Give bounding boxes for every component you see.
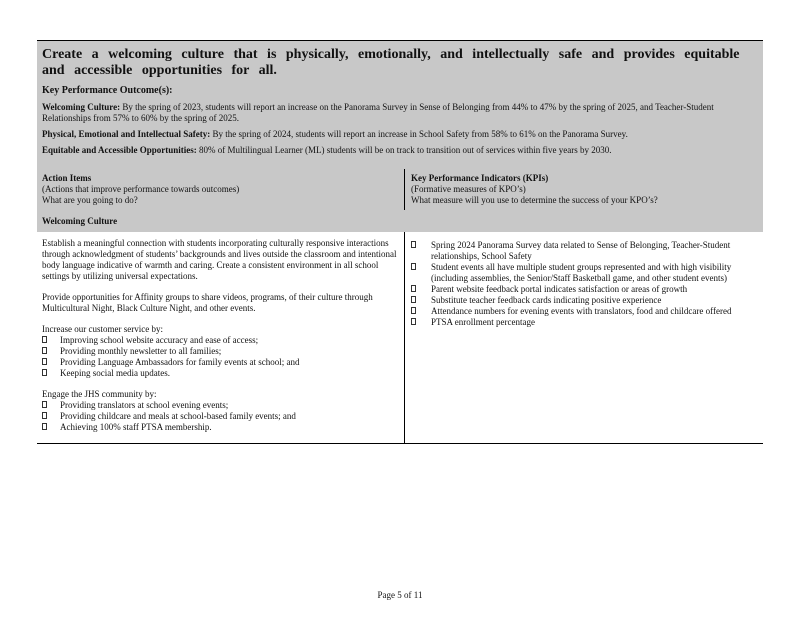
kpi-text: Student events all have multiple student groups represented and with high visibility (including assemblies, the Senior/Staff Basketball game, and other student events) [431,262,732,283]
list-item [42,411,400,422]
service-list [42,335,400,379]
outcome-safety [42,129,757,140]
bullet-icon [42,347,47,354]
kpis-title: Key Performance Indicators (KPIs) [411,173,549,183]
list-item-text: Providing translators at school evening events; [60,400,229,410]
outcome-welcoming [42,102,757,124]
kpis-header [405,169,763,210]
kpi-item [411,317,759,328]
actions-column [37,232,405,443]
action-items-title: Action Items [42,173,92,183]
outcome-text: 80% of Multilingual Learner (ML) students will be on track to transition out of services within five years by 2030. [199,145,612,155]
community-list [42,400,400,433]
kpi-item [411,284,759,295]
action-items-desc: (Actions that improve performance towards outcomes) [42,184,240,194]
kpi-item [411,306,759,317]
kpi-text: Parent website feedback portal indicates satisfaction or areas of growth [431,284,688,294]
bullet-icon [42,358,47,365]
goal-header [37,40,763,169]
bullet-icon [411,285,416,292]
outcome-label: Physical, Emotional and Intellectual Safety: [42,129,211,139]
action-paragraph: Establish a meaningful connection with students incorporating culturally responsive interactions through acknowledgment of students’ backgrounds and lives outside the classroom and intentional body language indicative of warmth and caring. Create a consistent environment in all school settings by utilizing universal expectations. [42,238,397,281]
list-item [42,368,400,379]
kpis-column [405,232,763,443]
section-label: Welcoming Culture [37,210,763,232]
kpi-list [411,240,759,328]
list-item [42,346,400,357]
bullet-icon [411,307,416,314]
service-block [42,324,400,379]
list-item-text: Improving school website accuracy and ease of access; [60,335,259,345]
outcome-equity [42,145,757,156]
outcome-text: By the spring of 2023, students will report an increase on the Panorama Survey in Sense of Belonging from 44% to 47% by the spring of 2025, and Teacher-Student Relationships from 57% to 60% by the spring of 2025. [42,102,714,123]
bullet-icon [42,412,47,419]
bullet-icon [42,423,47,430]
list-item-text: Providing monthly newsletter to all families; [60,346,222,356]
action-paragraph: Provide opportunities for Affinity groups to share videos, programs, of their culture through Multicultural Night, Black Culture Night, and other events. [42,292,373,313]
goal-statement: Create a welcoming culture that is physically, emotionally, and intellectually safe and provides equitable and accessible opportunities for all. [42,47,740,78]
page-number: Page 5 of 11 [377,590,423,600]
kpi-item [411,240,759,262]
list-item [42,335,400,346]
bullet-icon [42,369,47,376]
kpi-item [411,295,759,306]
list-item [42,400,400,411]
outcome-label: Equitable and Accessible Opportunities: [42,145,197,155]
list-item [42,357,400,368]
outcome-label: Welcoming Culture: [42,102,121,112]
plan-page [37,40,763,444]
list-item-text: Achieving 100% staff PTSA membership. [60,422,212,432]
column-headers [37,169,763,210]
bullet-icon [411,241,416,248]
list-item-text: Keeping social media updates. [60,368,170,378]
kpi-text: PTSA enrollment percentage [431,317,535,327]
content-row [37,232,763,444]
action-items-question: What are you going to do? [42,195,138,205]
bullet-icon [42,336,47,343]
kpo-title: Key Performance Outcome(s): [42,85,173,96]
community-intro: Engage the JHS community by: [42,389,157,399]
kpi-text: Spring 2024 Panorama Survey data related to Sense of Belonging, Teacher-Student relationships, School Safety [431,240,731,261]
kpi-item [411,262,759,284]
community-block [42,389,400,433]
kpi-text: Substitute teacher feedback cards indicating positive experience [431,295,662,305]
kpis-question: What measure will you use to determine the success of your KPO’s? [411,195,658,205]
kpi-text: Attendance numbers for evening events with translators, food and childcare offered [431,306,732,316]
bullet-icon [42,401,47,408]
list-item-text: Providing Language Ambassadors for family events at school; and [60,357,300,367]
bullet-icon [411,263,416,270]
kpis-desc: (Formative measures of KPO’s) [411,184,526,194]
service-intro: Increase our customer service by: [42,324,163,334]
bullet-icon [411,318,416,325]
bullet-icon [411,296,416,303]
list-item-text: Providing childcare and meals at school-based family events; and [60,411,296,421]
action-items-header [37,169,405,210]
list-item [42,422,400,433]
outcome-text: By the spring of 2024, students will report an increase in School Safety from 58% to 61% on the Panorama Survey. [212,129,628,139]
